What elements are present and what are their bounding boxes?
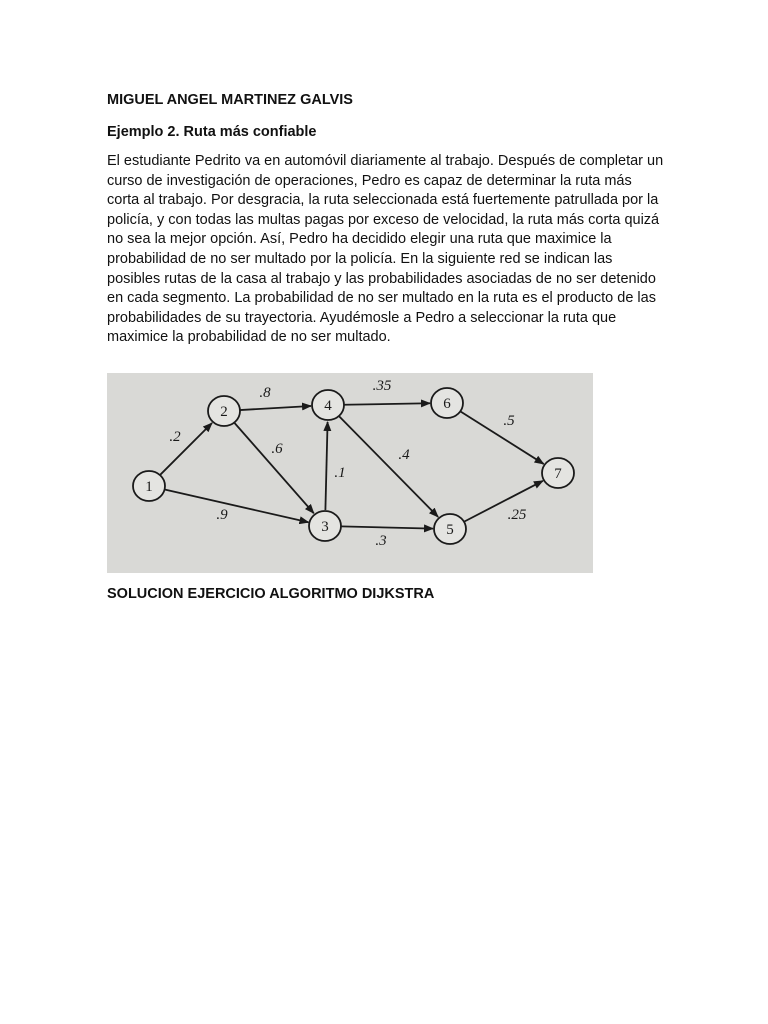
edge-6-7: [461, 412, 544, 464]
edge-4-5: [339, 416, 438, 516]
solution-heading: SOLUCION EJERCICIO ALGORITMO DIJKSTRA: [107, 586, 435, 602]
node-label-5: 5: [446, 522, 454, 538]
edge-label-1-2: .2: [169, 429, 181, 445]
edge-3-5: [341, 526, 433, 528]
edge-label-3-5: .3: [375, 533, 387, 549]
node-2: [208, 396, 240, 426]
edge-label-2-4: .8: [259, 385, 271, 401]
edge-label-4-6: .35: [372, 378, 392, 394]
node-label-6: 6: [443, 396, 451, 412]
edge-label-1-3: .9: [216, 507, 228, 523]
edge-label-3-4: .1: [334, 465, 346, 481]
edge-2-3: [235, 423, 314, 513]
node-3: [309, 511, 341, 541]
example-title: Ejemplo 2. Ruta más confiable: [107, 124, 317, 140]
edge-5-7: [464, 481, 543, 522]
edge-label-6-7: .5: [503, 413, 515, 429]
node-label-1: 1: [145, 479, 153, 495]
node-5: [434, 514, 466, 544]
author-name: MIGUEL ANGEL MARTINEZ GALVIS: [107, 92, 353, 108]
node-label-4: 4: [324, 398, 332, 414]
node-7: [542, 458, 574, 488]
edge-3-4: [325, 422, 327, 510]
node-1: [133, 471, 165, 501]
edge-1-3: [165, 490, 309, 523]
edge-1-2: [160, 423, 212, 475]
node-label-7: 7: [554, 466, 562, 482]
edge-label-5-7: .25: [507, 507, 527, 523]
edge-4-6: [344, 403, 430, 404]
edge-2-4: [240, 406, 311, 410]
document-body: [107, 90, 667, 348]
node-6: [431, 388, 463, 418]
problem-paragraph: El estudiante Pedrito va en automóvil diariamente al trabajo. Después de completar un curso de investigación de operaciones, Pedro es capaz de determinar la ruta más corta al trabajo. Por desgracia, la ruta seleccionada está fuertemente patrullada por la policía, y con todas las multas pagas por exceso de velocidad, la ruta más corta quizá no sea la mejor opción. Así, Pedro ha decidido elegir una ruta que maximice la probabilidad de no ser multado por la policía. En la siguiente red se indican las posibles rutas de la casa al trabajo y las probabilidades asociadas de no ser detenido en cada segmento. La probabilidad de no ser multado en la ruta es el producto de las probabilidades de su trayectoria. Ayudémosle a Pedro a seleccionar la ruta que maximice la probabilidad de no ser multado.: [107, 153, 664, 346]
node-label-2: 2: [220, 404, 228, 420]
edge-label-4-5: .4: [398, 447, 410, 463]
edge-label-2-3: .6: [271, 441, 283, 457]
network-diagram: [107, 373, 593, 573]
network-figure: [107, 373, 593, 573]
node-label-3: 3: [321, 519, 329, 535]
node-4: [312, 390, 344, 420]
